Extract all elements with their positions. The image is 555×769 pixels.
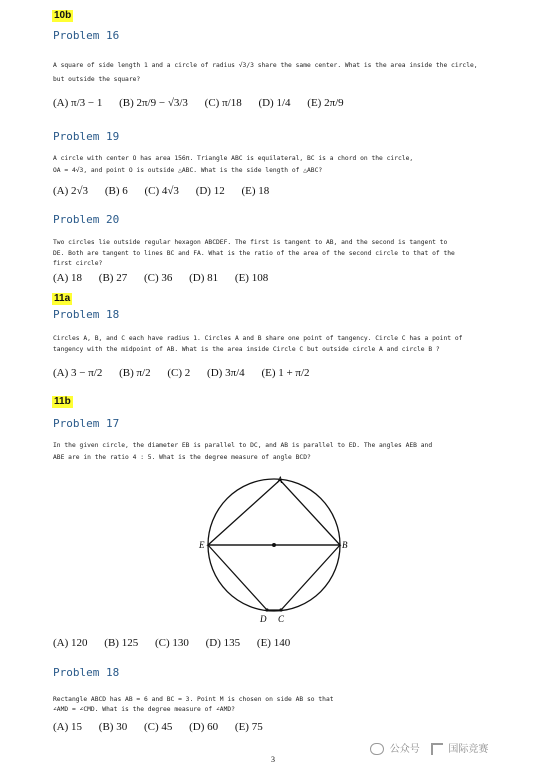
section-tag-10b: 10b (54, 10, 72, 21)
choice-e: (E) 2π/9 (307, 97, 344, 109)
section-tag-11a: 11a (54, 293, 71, 304)
problem-17-line1: In the given circle, the diameter EB is parallel to DC, and AB is parallel to ED. The angles AEB and (53, 442, 433, 449)
choice-c: (C) 2 (167, 367, 191, 379)
problem-16-line2: but outside the square? (53, 76, 141, 83)
problem-16-choices (53, 97, 358, 109)
choice-d: (D) 1/4 (258, 97, 291, 109)
choice-b: (B) 30 (98, 721, 128, 733)
choice-d: (D) 3π/4 (207, 367, 245, 379)
problem-18b-choices (53, 721, 277, 733)
problem-18b-line2: ∠AMD = ∠CMD. What is the degree measure of ∠AMD? (53, 706, 235, 713)
problem-19-choices (53, 185, 283, 197)
choice-b: (B) 6 (104, 185, 128, 197)
choice-c: (C) 45 (143, 721, 173, 733)
choice-a: (A) 120 (53, 637, 88, 649)
choice-d: (D) 135 (205, 637, 241, 649)
choice-a: (A) 3 − π/2 (53, 367, 103, 379)
problem-17-choices (53, 637, 304, 649)
problem-18b-line1: Rectangle ABCD has AB = 6 and BC = 3. Point M is chosen on side AB so that (53, 696, 334, 703)
problem-18a-title: Problem 18 (53, 308, 120, 321)
brand-label: 国际竞赛 (448, 744, 489, 755)
choice-d: (D) 81 (189, 272, 219, 284)
triangle-aeb (208, 480, 340, 545)
choice-c: (C) 130 (154, 637, 189, 649)
wechat-icon (370, 743, 384, 755)
center-point (272, 543, 276, 547)
choice-b: (B) π/2 (119, 367, 151, 379)
label-a: A (277, 475, 283, 485)
choice-e: (E) 108 (234, 272, 269, 284)
choice-e: (E) 75 (234, 721, 263, 733)
choice-b: (B) 27 (98, 272, 128, 284)
problem-20-line1: Two circles lie outside regular hexagon ABCDEF. The first is tangent to AB, and the second is tangent to (53, 239, 448, 246)
choice-b: (B) 2π/9 − √3/3 (119, 97, 188, 109)
problem-18a-line1: Circles A, B, and C each have radius 1. Circles A and B share one point of tangency. Circle C has a point of (53, 335, 463, 342)
choice-c: (C) 4√3 (144, 185, 179, 197)
choice-e: (E) 140 (256, 637, 291, 649)
choice-a: (A) π/3 − 1 (53, 97, 103, 109)
problem-18a-line2: tangency with the midpoint of AB. What is the area inside Circle C but outside circle A and circle B ? (53, 346, 440, 353)
brand-icon (431, 743, 443, 755)
choice-a: (A) 18 (53, 272, 83, 284)
choice-b: (B) 125 (104, 637, 139, 649)
lower-quadrilateral (208, 545, 340, 610)
problem-20-line3: first circle? (53, 260, 103, 267)
choice-d: (D) 60 (189, 721, 219, 733)
label-d: D (260, 614, 267, 624)
problem-20-choices (53, 272, 282, 284)
problem-18b-title: Problem 18 (53, 666, 120, 679)
choice-a: (A) 2√3 (53, 185, 89, 197)
problem-16-line1: A square of side length 1 and a circle of radius √3/3 share the same center. What is the area inside the circle, (53, 62, 478, 69)
choice-d: (D) 12 (195, 185, 225, 197)
problem-19-line1: A circle with center O has area 156π. Triangle ABC is equilateral, BC is a chord on the circle, (53, 155, 414, 162)
watermark-footer (370, 740, 488, 755)
section-tag-11b: 11b (54, 396, 71, 407)
wechat-label: 公众号 (389, 744, 420, 755)
problem-17-line2: ABE are in the ratio 4 : 5. What is the degree measure of angle BCD? (53, 454, 311, 461)
choice-e: (E) 1 + π/2 (261, 367, 310, 379)
point-d (265, 608, 268, 611)
problem-20-title: Problem 20 (53, 213, 120, 226)
problem-16-title: Problem 16 (53, 29, 120, 42)
choice-c: (C) π/18 (204, 97, 242, 109)
choice-c: (C) 36 (143, 272, 173, 284)
point-c (279, 608, 282, 611)
choice-a: (A) 15 (53, 721, 83, 733)
problem-20-line2: DE. Both are tangent to lines BC and FA. What is the ratio of the area of the second circle to that of the (53, 250, 455, 257)
problem-17-title: Problem 17 (53, 417, 120, 430)
problem-19-line2: OA = 4√3, and point O is outside △ABC. What is the side length of △ABC? (53, 167, 323, 174)
choice-e: (E) 18 (241, 185, 270, 197)
page-number: 3 (271, 755, 275, 764)
problem-18a-choices (53, 367, 324, 379)
label-c: C (278, 614, 285, 624)
problem-19-title: Problem 19 (53, 130, 120, 143)
label-e: E (199, 540, 205, 550)
label-b: B (342, 540, 348, 550)
circle-diagram (195, 470, 355, 625)
